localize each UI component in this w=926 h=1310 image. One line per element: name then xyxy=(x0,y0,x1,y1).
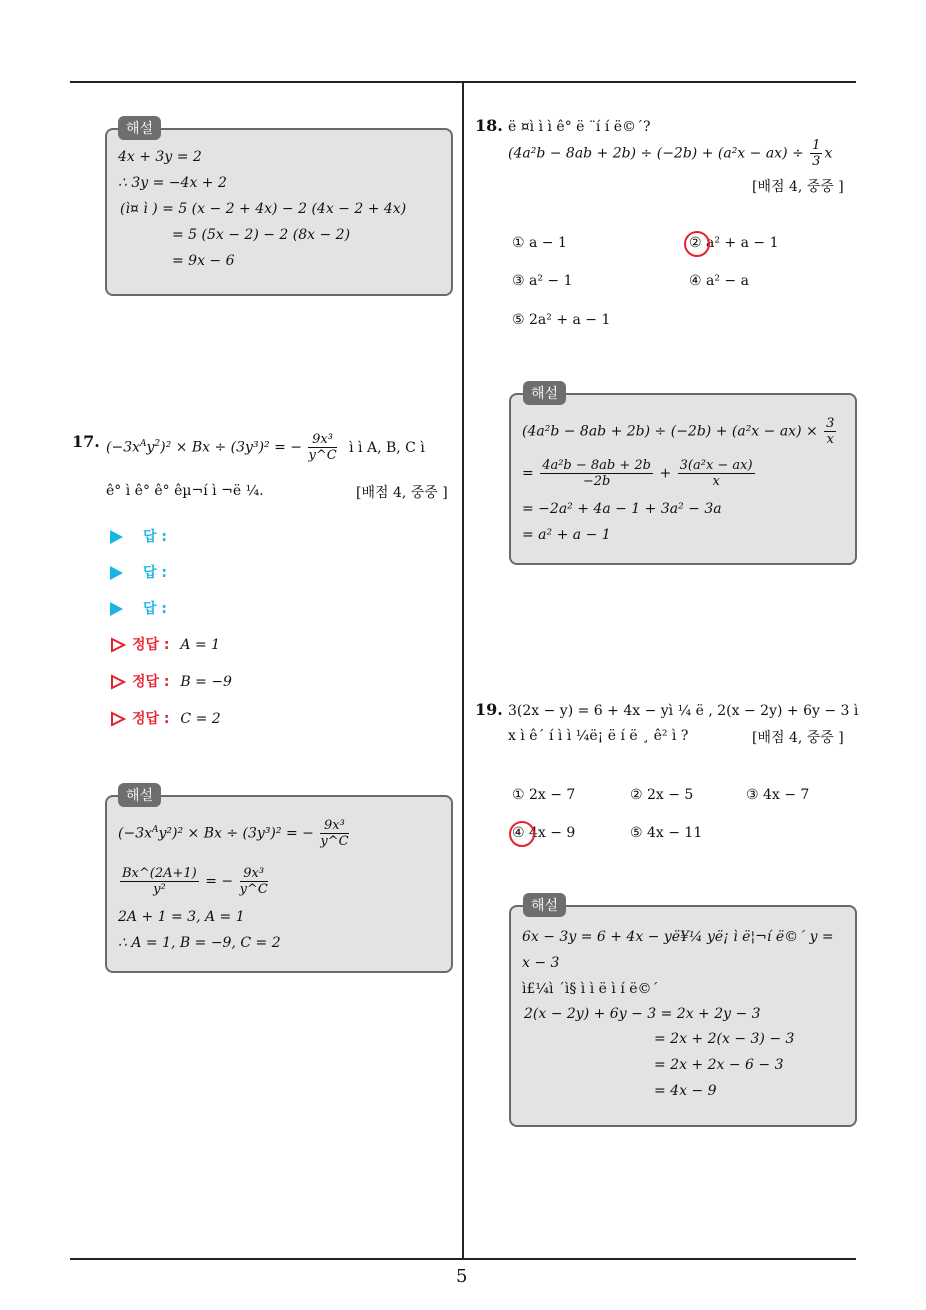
q17-frac-den: y^C xyxy=(308,448,337,463)
correct-label: 정답 : xyxy=(132,674,170,690)
sol18-line-4: = a² + a − 1 xyxy=(522,527,611,543)
answer-label: 답 : xyxy=(143,529,167,545)
sol19-line-5: = 2x + 2(x − 3) − 3 xyxy=(654,1031,795,1047)
correct-value: B = −9 xyxy=(180,674,232,690)
sol18-frac-1-den: x xyxy=(826,432,834,447)
correct-arrow-icon xyxy=(110,637,126,653)
answer-arrow-icon xyxy=(110,530,123,544)
sol17-line-3: 2A + 1 = 3, A = 1 xyxy=(118,909,245,925)
selected-answer-circle xyxy=(509,821,535,847)
answer-arrow-icon xyxy=(110,602,123,616)
sol17-l2-mid: = − xyxy=(205,873,234,890)
sol18-frac-3 xyxy=(678,458,755,489)
sol17-l1a: (−3x xyxy=(118,825,152,842)
q18-option-5[interactable]: ⑤ 2a² + a − 1 xyxy=(512,312,611,328)
sol17-frac-1-num: 9x³ xyxy=(320,818,348,834)
sol19-line-3: ì£¼ì ´ì§ ì ì ë ì í ë©´ xyxy=(522,981,659,997)
solution-tag-17: 해설 xyxy=(118,783,161,807)
q18-option-2[interactable]: ② a² + a − 1 xyxy=(689,235,779,251)
sol19-line-7: = 4x − 9 xyxy=(654,1083,717,1099)
sol19-line-6: = 2x + 2x − 6 − 3 xyxy=(654,1057,784,1073)
correct-label: 정답 : xyxy=(132,637,170,653)
sol18-frac-3-den: x xyxy=(712,474,720,489)
answer-row-2 xyxy=(110,562,167,582)
sol17-line-4: ∴ A = 1, B = −9, C = 2 xyxy=(118,935,281,951)
sol16-line-1: 4x + 3y = 2 xyxy=(118,149,202,165)
q17-frac-num: 9x³ xyxy=(308,432,336,448)
q17-expr-c: )² × Bx ÷ (3y³)² = − xyxy=(160,439,303,456)
sol18-line-1 xyxy=(522,416,838,447)
question-number-19: 19. xyxy=(475,700,503,719)
q18-option-1[interactable]: ① a − 1 xyxy=(512,235,567,251)
answer-row-3 xyxy=(110,598,167,618)
q17-expr-a: (−3x xyxy=(106,439,140,456)
q19-option-2[interactable]: ② 2x − 5 xyxy=(630,787,694,803)
sol19-line-1: 6x − 3y = 6 + 4x − yë¥¼ yë¡ ì ë¦¬í ë©´ y = xyxy=(522,929,834,945)
sol17-frac-1 xyxy=(320,818,348,849)
q18-frac-num: 1 xyxy=(812,138,821,153)
q19-line-1: 3(2x − y) = 6 + 4x − yì ¼ ë , 2(x − 2y) + 6y − 3 ì xyxy=(508,703,859,719)
correct-arrow-icon xyxy=(110,711,126,727)
answer-label: 답 : xyxy=(143,565,167,581)
q17-score: [배점 4, 중중 ] xyxy=(356,485,448,501)
selected-answer-circle xyxy=(684,231,710,257)
sol17-l1b: y²)² × Bx ÷ (3y³)² = − xyxy=(158,825,314,842)
question-number-17: 17. xyxy=(72,432,100,451)
sol17-frac-2 xyxy=(120,866,199,897)
page-number: 5 xyxy=(456,1266,468,1287)
q18-frac-den: 3 xyxy=(812,154,821,169)
correct-value: A = 1 xyxy=(180,637,221,653)
sol19-line-4: 2(x − 2y) + 6y − 3 = 2x + 2y − 3 xyxy=(524,1006,761,1022)
correct-value: C = 2 xyxy=(180,711,221,727)
q17-tail: ì ì A, B, C ì xyxy=(349,439,425,456)
solution-tag-16: 해설 xyxy=(118,116,161,140)
correct-label: 정답 : xyxy=(132,711,170,727)
column-divider xyxy=(462,83,464,1259)
answer-arrow-icon xyxy=(110,566,123,580)
correct-row-3 xyxy=(110,708,221,728)
sol16-line-3: (ì¤ ì ) = 5 (x − 2 + 4x) − 2 (4x − 2 + 4x) xyxy=(120,201,407,217)
answer-row-1 xyxy=(110,526,167,546)
sol17-line-1: $(-3x^Ay^2)^2 \times Bx \div (3y^3)^2$ = − $\frac{\text{9x³}}{y\^{}C}$ xyxy=(118,818,349,849)
correct-row-1 xyxy=(110,634,220,654)
bottom-rule xyxy=(70,1258,856,1260)
sol18-frac-3-num: 3(a²x − ax) xyxy=(679,458,753,473)
correct-arrow-icon xyxy=(110,674,126,690)
sol17-frac-1-den: y^C xyxy=(320,834,349,849)
sol17-frac-3-num: 9x³ xyxy=(240,866,268,882)
answer-label: 답 : xyxy=(143,601,167,617)
sol16-line-2: ∴ 3y = −4x + 2 xyxy=(118,175,227,191)
sol17-frac-2-den: y² xyxy=(153,882,166,897)
q19-score: [배점 4, 중중 ] xyxy=(752,730,844,746)
q18-option-4[interactable]: ④ a² − a xyxy=(689,273,749,289)
sol18-frac-2-num: 4a²b − 8ab + 2b xyxy=(542,458,651,473)
question-number-18: 18. xyxy=(475,116,503,135)
q17-fraction xyxy=(308,432,336,463)
solution-tag-19: 해설 xyxy=(523,893,566,917)
sol18-frac-1 xyxy=(824,416,836,447)
sol18-l1: (4a²b − 8ab + 2b) ÷ (−2b) + (a²x − ax) × xyxy=(522,423,818,440)
sol16-line-4: = 5 (5x − 2) − 2 (8x − 2) xyxy=(172,227,351,243)
sol17-frac-3-den: y^C xyxy=(239,882,268,897)
q17-expression: $(-3x^Ay^2)^2 \times Bx \div (3y^3)^2$ = − $\frac{\text{9x³}}{y\^{}C}$ ì ì A, B, C ì xyxy=(106,432,425,463)
sol18-line-3: = −2a² + 4a − 1 + 3a² − 3a xyxy=(522,501,722,517)
q18-option-3[interactable]: ③ a² − 1 xyxy=(512,273,573,289)
q18-expr-tail: x xyxy=(824,145,833,162)
q19-option-5[interactable]: ⑤ 4x − 11 xyxy=(630,825,703,841)
q19-line-2: x ì ê´ í ì ì ¼ë¡ ë í ë ¸ ê² ì ? xyxy=(508,728,689,744)
q18-expression xyxy=(508,138,832,169)
solution-tag-18: 해설 xyxy=(523,381,566,405)
q19-option-4[interactable]: ④ 4x − 9 xyxy=(512,825,576,841)
sol17-frac-2-num: Bx^(2A+1) xyxy=(122,866,197,881)
q17-expr-b: y xyxy=(146,439,155,456)
q19-option-3[interactable]: ③ 4x − 7 xyxy=(746,787,810,803)
q18-expr: (4a²b − 8ab + 2b) ÷ (−2b) + (a²x − ax) ÷ xyxy=(508,145,804,162)
q18-line-1: ë ¤ì ì ì ê° ë ¨í í ë©´? xyxy=(508,119,651,135)
sol18-line-2: = $\frac{\text{4a²b − 8ab + 2b}}{-2b}$ + $\frac{\text{3(a²x − ax)}}{x}$ xyxy=(522,458,753,489)
q18-fraction xyxy=(810,138,822,169)
sol18-frac-2 xyxy=(540,458,653,489)
q18-score: [배점 4, 중중 ] xyxy=(752,179,844,195)
sol17-line-2 xyxy=(118,866,270,897)
sol16-line-5: = 9x − 6 xyxy=(172,253,235,269)
sol18-frac-1-num: 3 xyxy=(826,416,835,431)
correct-row-2 xyxy=(110,671,232,691)
sol19-line-2: x − 3 xyxy=(522,955,560,971)
q19-option-1[interactable]: ① 2x − 7 xyxy=(512,787,576,803)
sol17-frac-3 xyxy=(240,866,268,897)
q17-line-2: ê° ì ê° ê° êµ¬í ì ¬ë ¼. xyxy=(106,483,264,499)
sol18-frac-2-den: −2b xyxy=(582,474,611,489)
